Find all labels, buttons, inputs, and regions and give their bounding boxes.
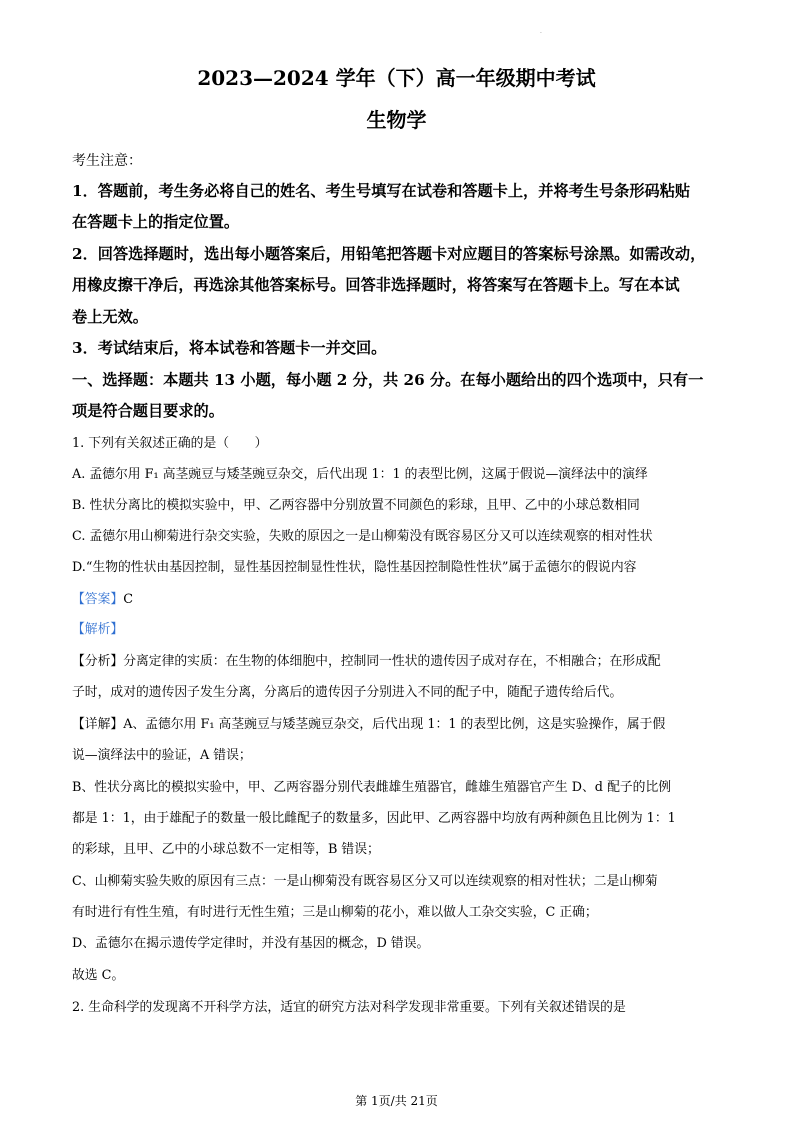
- q1-option-d: D.“生物的性状由基因控制，显性基因控制显性性状，隐性基因控制隐性性状”属于孟德尔的假说内容: [72, 560, 637, 575]
- xiangjie-a-line2: 说—演绎法中的验证，A 错误；: [72, 748, 252, 763]
- section1-heading-line1: 一、选择题：本题共 13 小题，每小题 2 分，共 26 分。在每小题给出的四个选项中，只有一: [72, 371, 704, 389]
- xiangjie-c-line1: C、山柳菊实验失败的原因有三点：一是山柳菊没有既容易区分又可以连续观察的相对性状；二是山柳菊: [72, 874, 658, 889]
- q2-stem: 2. 生命科学的发现离不开科学方法，适宜的研究方法对科学发现非常重要。下列有关叙述错误的是: [72, 1000, 626, 1015]
- notice-item2-line2: 用橡皮擦干净后，再选涂其他答案标号。回答非选择题时，将答案写在答题卡上。写在本试: [72, 276, 680, 294]
- xiangjie-d: D、孟德尔在揭示遗传学定律时，并没有基因的概念，D 错误。: [72, 936, 430, 951]
- q1-conclusion: 故选 C。: [72, 968, 125, 983]
- analysis-tag: 【解析】: [72, 622, 124, 637]
- section1-heading-line2: 项是符合题目要求的。: [72, 402, 224, 420]
- q1-answer-line: [72, 588, 133, 607]
- xiangjie-b-line2: 都是 1：1，由于雄配子的数量一般比雌配子的数量多，因此甲、乙两容器中均放有两种颜色且比例为 1：1: [72, 811, 676, 826]
- notice-item2-line3: 卷上无效。: [72, 308, 148, 326]
- xiangjie-a-text1: A、孟德尔用 F₁ 高茎豌豆与矮茎豌豆杂交，后代出现 1：1 的表型比例，这是实验操作，属于假: [123, 717, 666, 732]
- top-dot: ·: [540, 30, 542, 37]
- fenxi-text1: 分离定律的实质：在生物的体细胞中，控制同一性状的遗传因子成对存在，不相融合；在形成配: [123, 654, 661, 669]
- q1-option-c: C. 孟德尔用山柳菊进行杂交实验，失败的原因之一是山柳菊没有既容易区分又可以连续观察的相对性状: [72, 529, 653, 544]
- answer-tag: 【答案】: [72, 592, 124, 607]
- q1-option-b: B. 性状分离比的模拟实验中，甲、乙两容器中分别放置不同颜色的彩球，且甲、乙中的小球总数相同: [72, 498, 640, 513]
- xiangjie-b-line1: B、性状分离比的模拟实验中，甲、乙两容器分别代表雌雄生殖器官，雌雄生殖器官产生 D、d 配子的比例: [72, 780, 672, 795]
- exam-subject: 生物学: [366, 108, 427, 132]
- notice-item3: 3．考试结束后，将本试卷和答题卡一并交回。: [72, 339, 387, 357]
- notice-heading: 考生注意：: [72, 153, 142, 169]
- fenxi-tag: 【分析】: [72, 654, 124, 669]
- xiangjie-b-line3: 的彩球，且甲、乙中的小球总数不一定相等，B 错误；: [72, 842, 380, 857]
- xiangjie-c-line2: 有时进行有性生殖，有时进行无性生殖；三是山柳菊的花小，难以做人工杂交实验，C 正确；: [72, 905, 598, 920]
- answer-value: C: [123, 592, 133, 607]
- page-number: 第 1页/共 21页: [355, 1094, 438, 1108]
- exam-title: 2023—2024 学年（下）高一年级期中考试: [197, 66, 596, 90]
- notice-item1-line1: 1．答题前，考生务必将自己的姓名、考生号填写在试卷和答题卡上，并将考生号条形码粘贴: [72, 182, 691, 200]
- fenxi-line1: [72, 650, 661, 669]
- fenxi-line2: 子时，成对的遗传因子发生分离，分离后的遗传因子分别进入不同的配子中，随配子遗传给后代。: [72, 685, 623, 700]
- xiangjie-a-line1: [72, 713, 665, 732]
- notice-item1-line2: 在答题卡上的指定位置。: [72, 213, 240, 231]
- q1-stem: 1. 下列有关叙述正确的是（ ）: [72, 436, 268, 451]
- notice-item2-line1: 2．回答选择题时，选出每小题答案后，用铅笔把答题卡对应题目的答案标号涂黑。如需改动，: [72, 245, 706, 263]
- xiangjie-tag: 【详解】: [72, 717, 124, 732]
- q1-option-a: A. 孟德尔用 F₁ 高茎豌豆与矮茎豌豆杂交，后代出现 1：1 的表型比例，这属于假说—演绎法中的演绎: [72, 467, 648, 482]
